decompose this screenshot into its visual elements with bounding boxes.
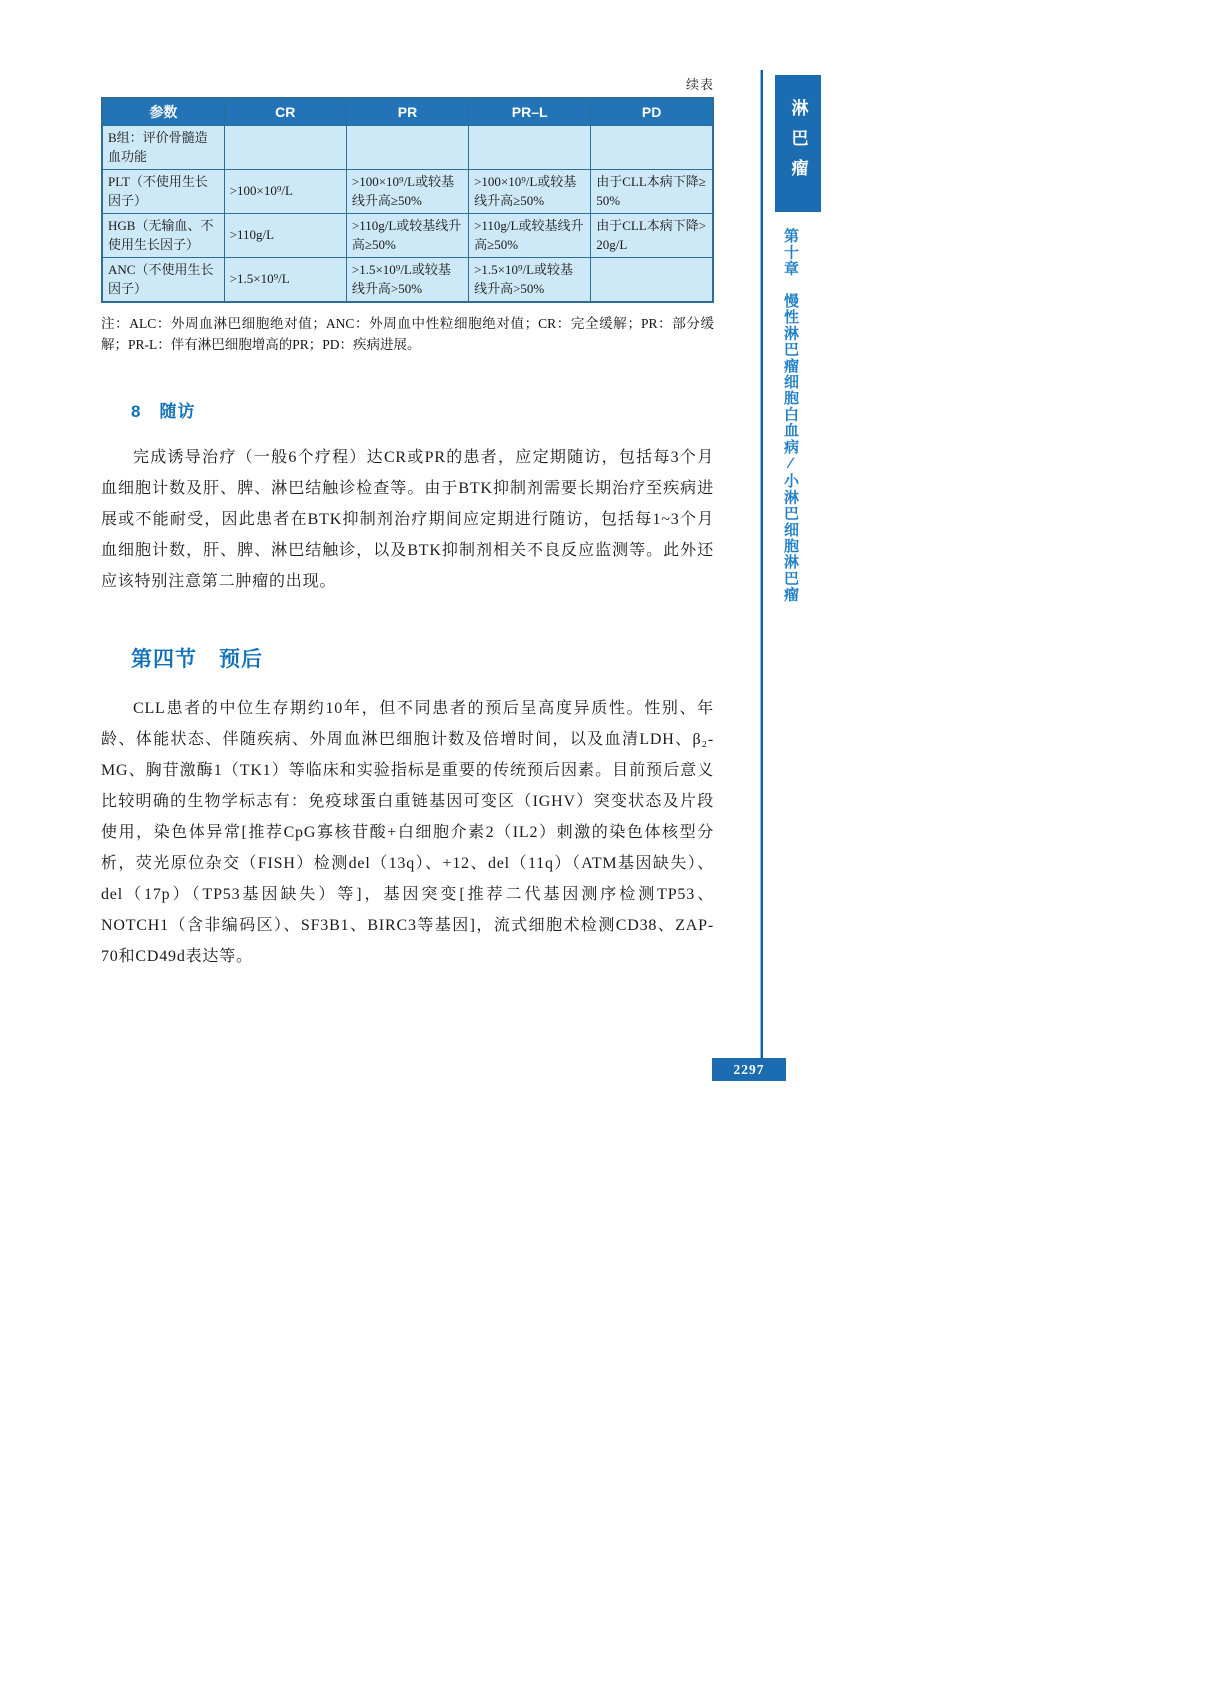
table-cell xyxy=(591,258,713,303)
table-cell: >1.5×10⁹/L或较基线升高>50% xyxy=(469,258,591,303)
table-cell xyxy=(224,126,346,170)
table-cell xyxy=(346,126,468,170)
row-parameter-cell: HGB（无输血、不使用生长因子） xyxy=(102,214,224,258)
row-parameter-cell: ANC（不使用生长因子） xyxy=(102,258,224,303)
prognosis-paragraph: CLL患者的中位生存期约10年，但不同患者的预后呈高度异质性。性别、年龄、体能状态、伴随疾病、外周血淋巴细胞计数及倍增时间，以及血清LDH、β₂-MG、胸苷激酶1（TK1）等临床和实验指标是重要的传统预后因素。目前预后意义比较明确的生物学标志有：免疫球蛋白重链基因可变区（IGHV）突变状态及片段使用，染色体异常[推荐CpG寡核苷酸+白细胞介素2（IL2）刺激的染色体核型分析，荧光原位杂交（FISH）检测del（13q）、+12、del（11q）（ATM基因缺失）、del（17p）（TP53基因缺失）等]，基因突变[推荐二代基因测序检测TP53、NOTCH1（含非编码区）、SF3B1、BIRC3等基因]，流式细胞术检测CD38、ZAP-70和CD49d表达等。 xyxy=(101,700,714,965)
page-number-badge: 2297 xyxy=(712,1058,786,1081)
column-header: 参数 xyxy=(102,98,224,126)
table-cell: >100×10⁹/L或较基线升高≥50% xyxy=(469,170,591,214)
followup-paragraph: 完成诱导治疗（一般6个疗程）达CR或PR的患者，应定期随访，包括每3个月血细胞计数及肝、脾、淋巴结触诊检查等。由于BTK抑制剂需要长期治疗至疾病进展或不能耐受，因此患者在BTK抑制剂治疗期间应定期进行随访，包括每1~3个月血细胞计数，肝、脾、淋巴结触诊，以及BTK抑制剂相关不良反应监测等。此外还应该特别注意第二肿瘤的出现。 xyxy=(101,449,714,590)
table-cell: 由于CLL本病下降≥50% xyxy=(591,170,713,214)
table-cell: >100×10⁹/L或较基线升高≥50% xyxy=(346,170,468,214)
table-cell: >110g/L或较基线升高≥50% xyxy=(469,214,591,258)
table-cell: >110g/L或较基线升高≥50% xyxy=(346,214,468,258)
table-cell: >1.5×10⁹/L或较基线升高>50% xyxy=(346,258,468,303)
column-header: PR–L xyxy=(469,98,591,126)
table-cell xyxy=(591,126,713,170)
table-cell: >1.5×10⁹/L xyxy=(224,258,346,303)
table-continuation-label: 续表 xyxy=(685,77,714,92)
lymphoma-tab-label: 淋巴瘤 xyxy=(788,98,808,189)
lymphoma-edge-tab xyxy=(775,75,821,212)
response-criteria-table xyxy=(101,97,714,303)
table-cell: 由于CLL本病下降>20g/L xyxy=(591,214,713,258)
followup-section-heading: 8 随访 xyxy=(131,402,196,421)
table-row xyxy=(102,214,713,258)
column-header: PD xyxy=(591,98,713,126)
main-content-column xyxy=(101,0,714,972)
prognosis-section-heading: 第四节 预后 xyxy=(131,648,263,671)
table-note: 注：ALC：外周血淋巴细胞绝对值；ANC：外周血中性粒细胞绝对值；CR：完全缓解；PR：部分缓解；PR-L：伴有淋巴细胞增高的PR；PD：疾病进展。 xyxy=(101,316,714,352)
column-header: CR xyxy=(224,98,346,126)
table-row xyxy=(102,258,713,303)
table-cell: >110g/L xyxy=(224,214,346,258)
table-header-row xyxy=(102,98,713,126)
table-cell xyxy=(469,126,591,170)
chapter-title-vertical: 第十章 慢性淋巴瘤细胞白血病∕小淋巴细胞淋巴瘤 xyxy=(782,228,799,603)
table-row xyxy=(102,170,713,214)
column-header: PR xyxy=(346,98,468,126)
row-parameter-cell: B组：评价骨髓造血功能 xyxy=(102,126,224,170)
row-parameter-cell: PLT（不使用生长因子） xyxy=(102,170,224,214)
table-cell: >100×10⁹/L xyxy=(224,170,346,214)
table-row xyxy=(102,126,713,170)
sidebar-divider-line xyxy=(760,70,763,1058)
